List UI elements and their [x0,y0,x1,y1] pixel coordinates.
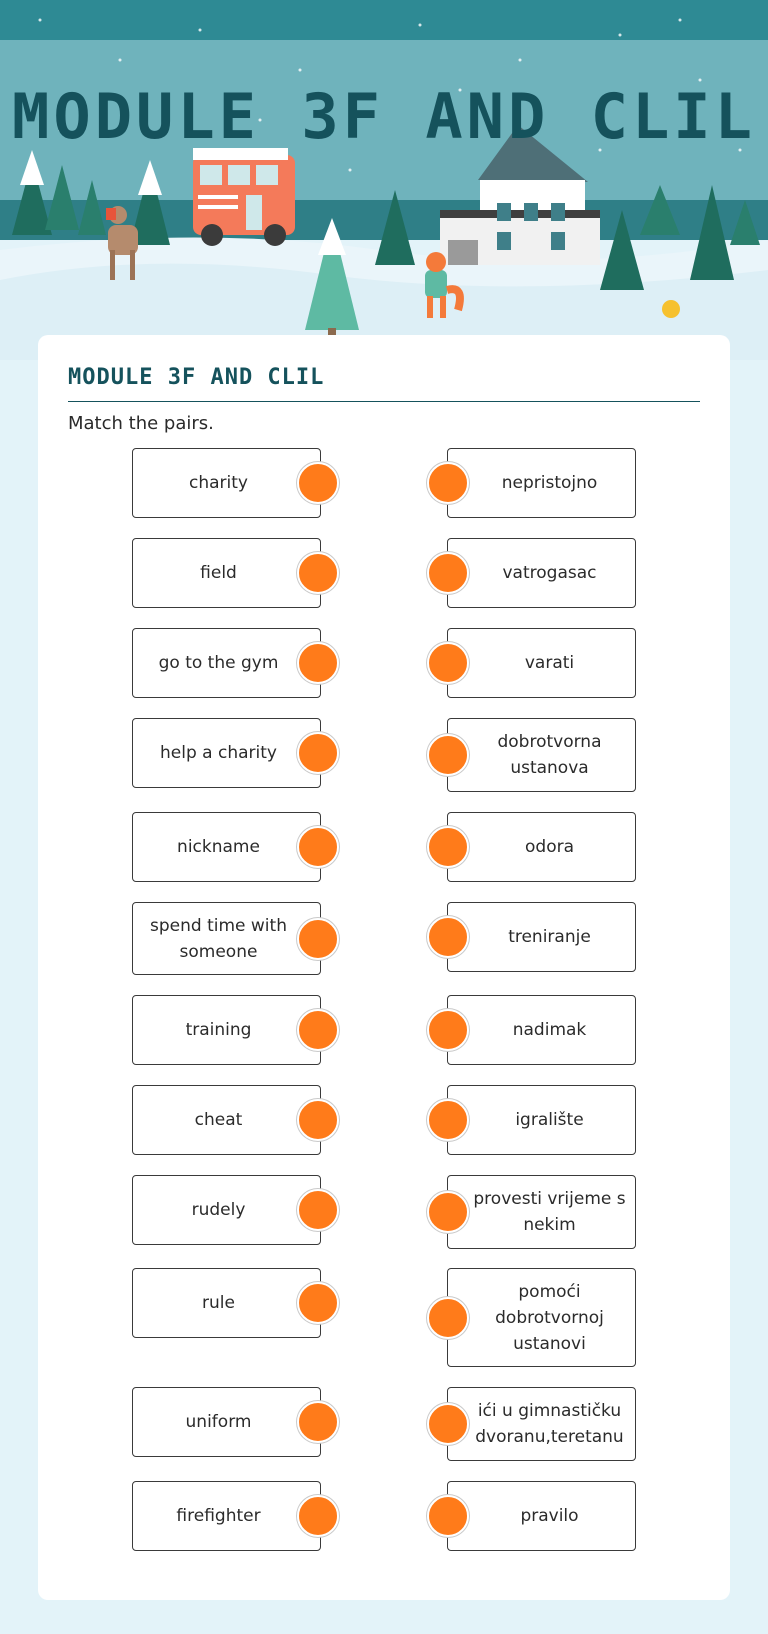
left-item[interactable]: charity [132,448,321,518]
page-title: MODULE 3F AND CLIL [12,80,756,153]
right-connector-dot[interactable] [427,1009,469,1051]
left-connector-dot[interactable] [297,462,339,504]
header-illustration [0,0,768,360]
right-item[interactable]: ići u gimnastičku dvoranu,teretanu [447,1387,636,1461]
left-item[interactable]: firefighter [132,1481,321,1551]
left-item[interactable]: cheat [132,1085,321,1155]
right-item[interactable]: pomoći dobrotvornoj ustanovi [447,1268,636,1367]
left-item[interactable]: rule [132,1268,321,1338]
left-item[interactable]: field [132,538,321,608]
left-connector-dot[interactable] [297,1401,339,1443]
left-connector-dot[interactable] [297,1495,339,1537]
right-connector-dot[interactable] [427,1191,469,1233]
right-item[interactable]: varati [447,628,636,698]
right-connector-dot[interactable] [427,1403,469,1445]
right-connector-dot[interactable] [427,734,469,776]
right-item[interactable]: nadimak [447,995,636,1065]
winter-scene-illustration [0,0,768,360]
left-item[interactable]: help a charity [132,718,321,788]
left-connector-dot[interactable] [297,642,339,684]
left-item[interactable]: uniform [132,1387,321,1457]
left-item[interactable]: nickname [132,812,321,882]
right-item[interactable]: provesti vrijeme s nekim [447,1175,636,1249]
right-connector-dot[interactable] [427,642,469,684]
right-connector-dot[interactable] [427,1297,469,1339]
right-item[interactable]: vatrogasac [447,538,636,608]
wizer-logo-icon [662,300,680,318]
right-connector-dot[interactable] [427,1099,469,1141]
left-connector-dot[interactable] [297,826,339,868]
left-item[interactable]: rudely [132,1175,321,1245]
left-connector-dot[interactable] [297,918,339,960]
left-connector-dot[interactable] [297,1189,339,1231]
worksheet-title: MODULE 3F AND CLIL [68,365,325,390]
worksheet-card [38,335,730,1600]
left-connector-dot[interactable] [297,732,339,774]
right-connector-dot[interactable] [427,1495,469,1537]
right-item[interactable]: dobrotvorna ustanova [447,718,636,792]
right-item[interactable]: pravilo [447,1481,636,1551]
right-connector-dot[interactable] [427,462,469,504]
right-connector-dot[interactable] [427,916,469,958]
left-item[interactable]: go to the gym [132,628,321,698]
left-connector-dot[interactable] [297,1099,339,1141]
right-item[interactable]: nepristojno [447,448,636,518]
right-item[interactable]: igralište [447,1085,636,1155]
right-connector-dot[interactable] [427,552,469,594]
left-connector-dot[interactable] [297,1282,339,1324]
left-connector-dot[interactable] [297,1009,339,1051]
right-item[interactable]: odora [447,812,636,882]
bus-icon [193,148,295,246]
left-item[interactable]: training [132,995,321,1065]
right-connector-dot[interactable] [427,826,469,868]
title-divider [68,401,700,402]
instruction-text: Match the pairs. [68,413,214,434]
left-item[interactable]: spend time with someone [132,902,321,975]
left-connector-dot[interactable] [297,552,339,594]
right-item[interactable]: treniranje [447,902,636,972]
